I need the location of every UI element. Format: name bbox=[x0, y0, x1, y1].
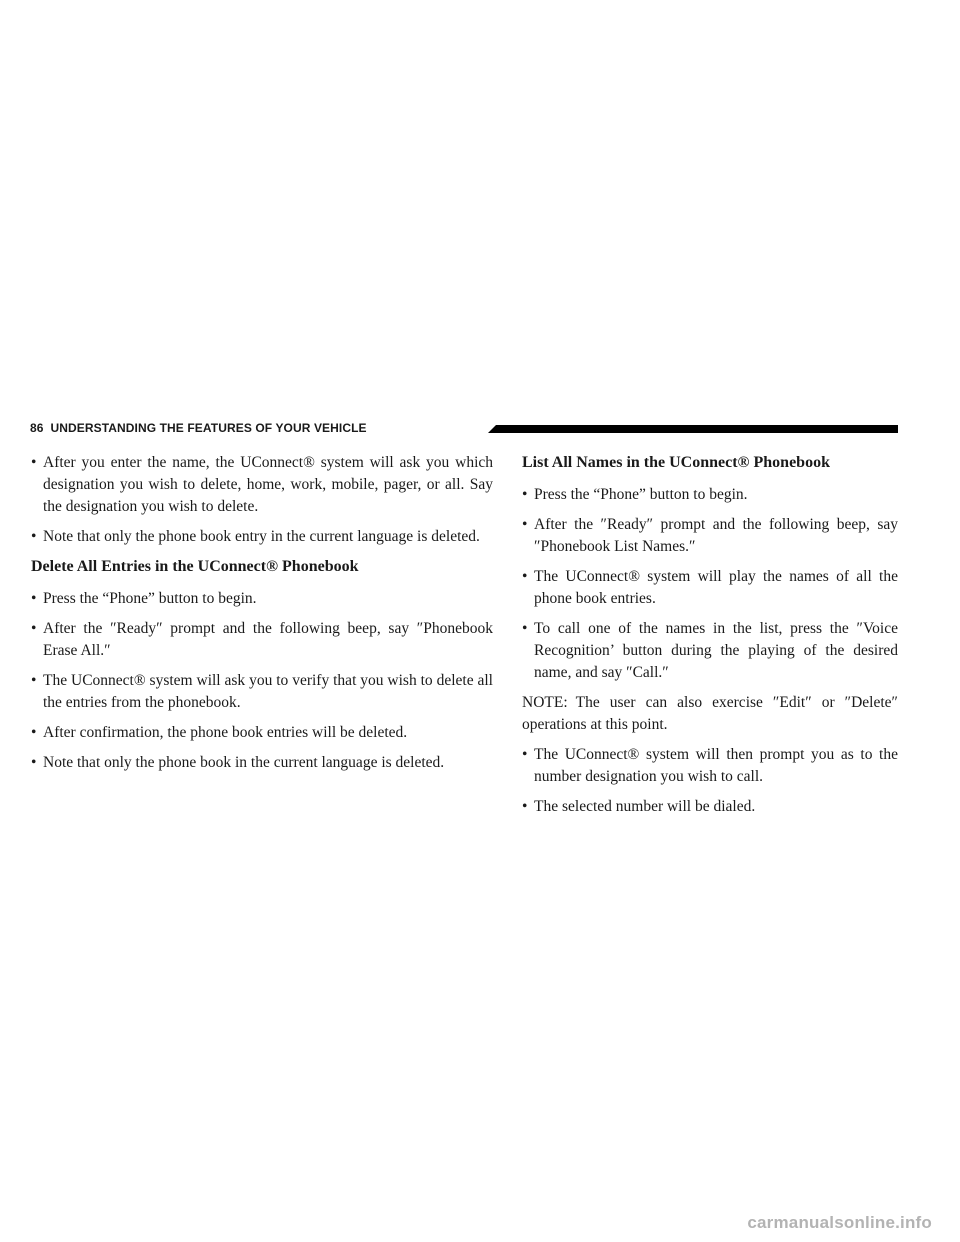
note-text: The user can also exercise ″Edit″ or ″Delete″ operations at this point. bbox=[522, 694, 898, 733]
bullet-icon: • bbox=[522, 568, 528, 585]
bullet-icon: • bbox=[31, 454, 37, 471]
bullet-icon: • bbox=[31, 754, 37, 771]
bullet-icon: • bbox=[522, 620, 528, 637]
bullet-item bbox=[31, 588, 493, 610]
bullet-item bbox=[522, 484, 898, 506]
bullet-icon: • bbox=[31, 620, 37, 637]
bullet-text: Note that only the phone book in the current language is deleted. bbox=[43, 754, 445, 771]
bullet-icon: • bbox=[522, 486, 528, 503]
bullet-text: The UConnect® system will ask you to verify that you wish to delete all the entries from the phonebook. bbox=[43, 672, 493, 711]
bullet-item bbox=[31, 526, 493, 548]
bullet-text: Press the “Phone” button to begin. bbox=[43, 590, 257, 607]
bullet-icon: • bbox=[31, 724, 37, 741]
bullet-text: The UConnect® system will play the names of all the phone book entries. bbox=[534, 568, 898, 607]
bullet-item bbox=[31, 752, 493, 774]
bullet-item bbox=[31, 670, 493, 714]
bullet-icon: • bbox=[522, 516, 528, 533]
page-header bbox=[30, 421, 898, 435]
note-label: NOTE: bbox=[522, 694, 568, 711]
bullet-text: The selected number will be dialed. bbox=[534, 798, 756, 815]
page-header-text bbox=[30, 421, 367, 435]
bullet-item bbox=[31, 722, 493, 744]
bullet-text: After the ″Ready″ prompt and the following beep, say ″Phonebook List Names.″ bbox=[534, 516, 898, 555]
bullet-icon: • bbox=[31, 528, 37, 545]
bullet-item bbox=[522, 796, 898, 818]
bullet-icon: • bbox=[31, 672, 37, 689]
bullet-item bbox=[31, 452, 493, 518]
section-heading-delete-all: Delete All Entries in the UConnect® Phonebook bbox=[31, 558, 359, 575]
right-column bbox=[522, 452, 898, 826]
bullet-icon: • bbox=[522, 798, 528, 815]
bullet-item bbox=[522, 744, 898, 788]
bullet-item bbox=[522, 618, 898, 684]
watermark-logo: carmanualsonline.info bbox=[747, 1213, 932, 1232]
left-column bbox=[31, 452, 493, 782]
bullet-text: Note that only the phone book entry in the current language is deleted. bbox=[43, 528, 480, 545]
header-rule-bar bbox=[488, 425, 898, 433]
bullet-text: After the ″Ready″ prompt and the following beep, say ″Phonebook Erase All.″ bbox=[43, 620, 493, 659]
bullet-icon: • bbox=[522, 746, 528, 763]
chapter-title: UNDERSTANDING THE FEATURES OF YOUR VEHICLE bbox=[50, 421, 367, 435]
bullet-text: Press the “Phone” button to begin. bbox=[534, 486, 748, 503]
bullet-item bbox=[522, 566, 898, 610]
note-paragraph bbox=[522, 692, 898, 736]
bullet-text: After you enter the name, the UConnect® system will ask you which designation you wish to delete, home, work, mobile, pager, or all. Say the designation you wish to delete. bbox=[43, 454, 493, 515]
section-heading-list-all: List All Names in the UConnect® Phonebook bbox=[522, 454, 830, 471]
bullet-icon: • bbox=[31, 590, 37, 607]
bullet-item bbox=[522, 514, 898, 558]
page-number: 86 bbox=[30, 421, 44, 435]
bullet-text: After confirmation, the phone book entries will be deleted. bbox=[43, 724, 408, 741]
bullet-text: To call one of the names in the list, press the ″Voice Recognition’ button during the playing of the desired name, and say ″Call.″ bbox=[534, 620, 898, 681]
bullet-text: The UConnect® system will then prompt you as to the number designation you wish to call. bbox=[534, 746, 898, 785]
bullet-item bbox=[31, 618, 493, 662]
